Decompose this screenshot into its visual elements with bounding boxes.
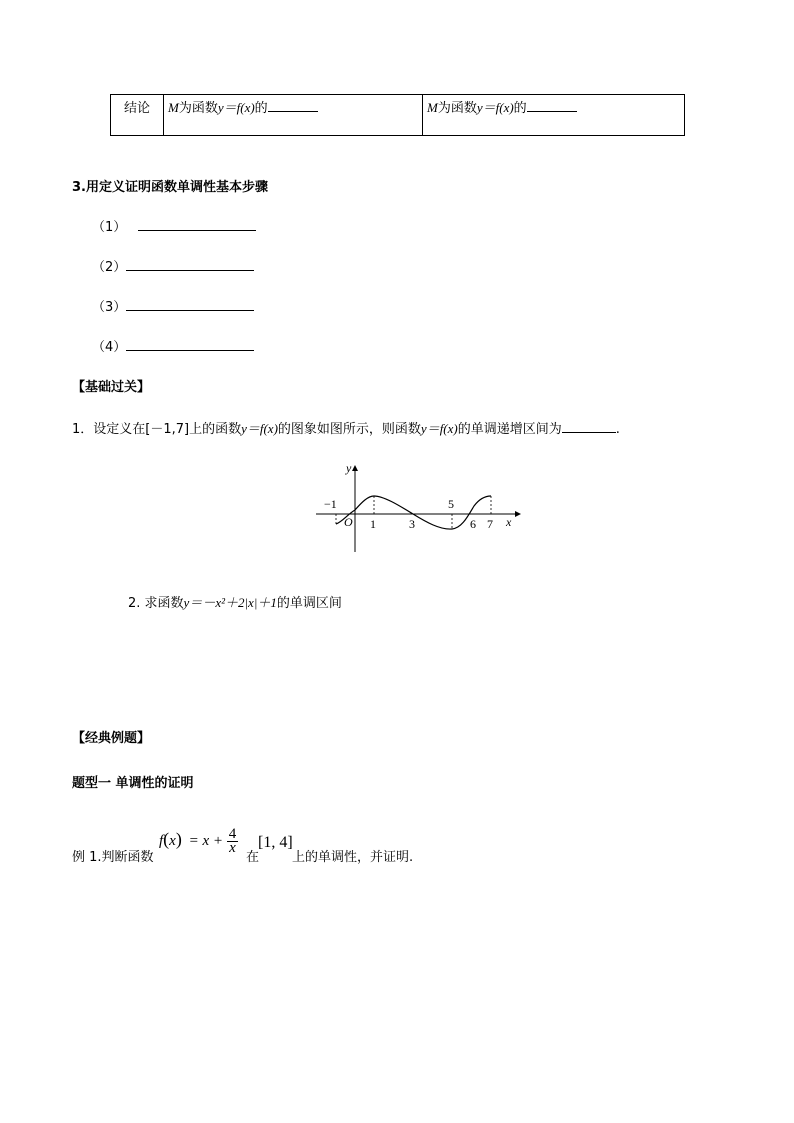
cell1-post: 的 [254,101,268,116]
answer-blank[interactable] [268,98,318,112]
cell2-text: 为函数 [437,101,477,116]
ex1-post: 上的单调性，并证明. [292,850,414,865]
table-cell-2 [423,95,685,136]
table-label-cell [111,95,164,136]
y-axis-label: y [346,461,352,475]
question-1 [72,418,620,437]
step-label: （2） [92,260,127,275]
tick-label: 5 [448,497,454,511]
q1-mid: 的图象如图所示，则函数 [277,422,421,437]
answer-blank[interactable] [527,98,577,112]
ex1-pre: 例 1.判断函数 [72,850,154,865]
cell1-fn: y＝f(x) [217,100,255,115]
step-label: （3） [92,300,127,315]
cell2-post: 的 [513,101,527,116]
ex1-den: x [229,840,236,856]
table-cell-1 [164,95,423,136]
var-m: M [427,100,438,115]
answer-blank[interactable] [126,257,254,271]
function-graph [310,460,530,556]
q1-post: 的单调递增区间为 [457,422,562,437]
tick-label: 7 [487,517,493,531]
ex1-formula [159,828,238,855]
q2-pre: 2. 求函数 [128,596,184,611]
question-2 [128,592,342,611]
tick-label: 3 [409,517,415,531]
type1-title: 题型一 单调性的证明 [72,776,194,791]
section3-title: 3.用定义证明函数单调性基本步骤 [72,180,268,195]
var-m: M [168,100,179,115]
ex1-in: 在 [246,850,260,865]
answer-blank[interactable] [138,217,256,231]
step-1 [92,216,256,235]
table-label: 结论 [123,101,150,116]
tick-label: −1 [324,497,337,511]
q1-end: . [615,422,620,437]
answer-blank[interactable] [126,297,254,311]
answer-blank[interactable] [562,419,616,433]
step-label: （1） [92,220,127,235]
ex1-lp: ( [163,828,170,849]
tick-label: 6 [470,517,476,531]
ex1-f: f [159,832,164,849]
origin-label: O [344,515,353,529]
q1-fn2: y＝f(x) [420,421,458,436]
ex1-rp: ) [175,828,182,849]
ex1-x: x [169,832,176,849]
q1-fn: y＝f(x) [241,421,278,436]
cell2-fn: y＝f(x) [476,100,514,115]
ex1-fraction [227,828,239,855]
examples-header: 【经典例题】 [72,731,151,746]
q2-fn: y＝－x²＋2|x|＋1 [183,595,277,610]
q2-post: 的单调区间 [276,596,342,611]
basic-header: 【基础过关】 [72,380,151,395]
cell1-text: 为函数 [178,101,218,116]
answer-blank[interactable] [126,337,254,351]
step-2 [92,256,254,275]
step-4 [92,336,254,355]
x-axis-label: x [506,515,512,529]
step-3 [92,296,254,315]
ex1-eq: = x + [188,832,223,849]
conclusion-table [110,94,685,136]
ex1-num: 4 [228,826,237,842]
ex1-interval: [1, 4] [258,834,293,851]
q1-pre: 1．设定义在[－1,7]上的函数 [72,422,242,437]
step-label: （4） [92,340,127,355]
tick-label: 1 [370,517,376,531]
